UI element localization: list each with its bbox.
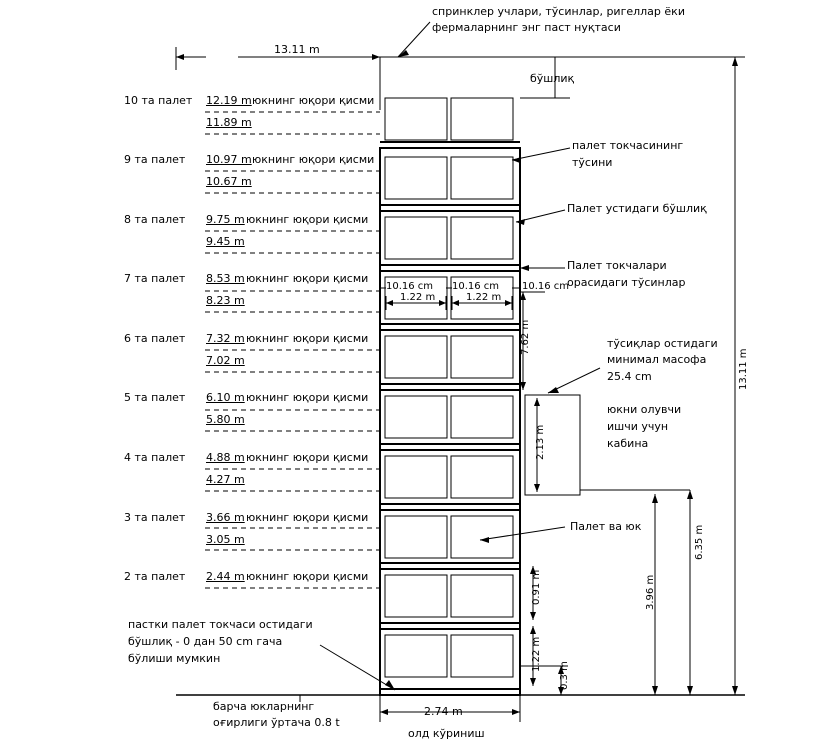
level-top-2: 2.44 m — [206, 570, 245, 583]
level-top-10: 12.19 m — [206, 94, 252, 107]
level-desc-10: юкнинг юқори қисми — [252, 94, 375, 107]
level-name-4: 4 та палет — [124, 451, 186, 464]
callout-cab-line2: ишчи учун — [607, 420, 669, 433]
level-desc-5: юкнинг юқори қисми — [246, 391, 369, 404]
top-width-dim: 13.11 m — [274, 43, 320, 56]
total-height-dim: 13.11 m — [738, 348, 749, 390]
pallet-right-width-dim: 1.22 m — [466, 292, 502, 303]
level-name-3: 3 та палет — [124, 511, 186, 524]
level-desc-3: юкнинг юқори қисми — [246, 511, 369, 524]
level-top-4: 4.88 m — [206, 451, 245, 464]
level-name-10: 10 та палет — [124, 94, 193, 107]
bottom-note-line1: пастки палет токчаси остидаги — [128, 618, 313, 631]
level-name-7: 7 та палет — [124, 272, 186, 285]
level-height-122: 1.22 m — [531, 636, 542, 672]
level-top-3: 3.66 m — [206, 511, 245, 524]
level-bottom-10: 11.89 m — [206, 116, 252, 129]
level-desc-8: юкнинг юқори қисми — [246, 213, 369, 226]
callout-cab-line3: кабина — [607, 437, 649, 450]
callout-cab-line1: юкни олувчи — [607, 403, 682, 416]
callout-pallet-and-load: Палет ва юк — [570, 520, 642, 533]
mid-height-dim: 3.96 m — [645, 574, 656, 610]
level-desc-9: юкнинг юқори қисми — [252, 153, 375, 166]
weight-note-line2: оғирлиги ўртача 0.8 t — [213, 716, 340, 729]
level-desc-2: юкнинг юқори қисми — [246, 570, 369, 583]
level-top-6: 7.32 m — [206, 332, 245, 345]
overhang-right-dim: 10.16 cm — [522, 281, 570, 292]
level-bottom-3: 3.05 m — [206, 533, 245, 546]
level-bottom-7: 8.23 m — [206, 294, 245, 307]
level-top-8: 9.75 m — [206, 213, 245, 226]
bottom-note-line3: бўлиши мумкин — [128, 652, 221, 665]
callout-mindist-line1: тўсиқлар остидаги — [607, 337, 718, 350]
callout-clearance-above: Палет устидаги бўшлиқ — [567, 202, 707, 215]
level-bottom-8: 9.45 m — [206, 235, 245, 248]
overhang-mid-dim: 10.16 cm — [452, 281, 500, 292]
level-desc-6: юкнинг юқори қисми — [246, 332, 369, 345]
level-bottom-4: 4.27 m — [206, 473, 245, 486]
callout-between-line2: орасидаги тўсинлар — [567, 276, 686, 289]
overhang-left-dim: 10.16 cm — [386, 281, 434, 292]
callout-mindist-value: 25.4 cm — [607, 370, 652, 383]
base-height-dim: 0.3 m — [559, 661, 570, 690]
level-bottom-9: 10.67 m — [206, 175, 252, 188]
level-desc-7: юкнинг юқори қисми — [246, 272, 369, 285]
level-top-9: 10.97 m — [206, 153, 252, 166]
pallet-left-width-dim: 1.22 m — [400, 292, 436, 303]
level-bottom-6: 7.02 m — [206, 354, 245, 367]
bay-height-dim: 7.62 m — [520, 319, 531, 355]
level-name-2: 2 та палет — [124, 570, 186, 583]
level-top-7: 8.53 m — [206, 272, 245, 285]
bottom-width-dim: 2.74 m — [424, 705, 463, 718]
top-note-line2: фермаларнинг энг паст нуқтаси — [432, 21, 621, 34]
cab-height-dim: 2.13 m — [535, 424, 546, 460]
top-note-line1: спринклер учлари, тўсинлар, ригеллар ёки — [432, 5, 685, 18]
level-bottom-5: 5.80 m — [206, 413, 245, 426]
gap-label: бўшлиқ — [530, 72, 575, 85]
level-name-6: 6 та палет — [124, 332, 186, 345]
level-name-9: 9 та палет — [124, 153, 186, 166]
level-name-8: 8 та палет — [124, 213, 186, 226]
weight-note-line1: барча юкларнинг — [213, 700, 315, 713]
level-top-5: 6.10 m — [206, 391, 245, 404]
level-height-091: 0.91 m — [531, 569, 542, 605]
level-desc-4: юкнинг юқори қисми — [246, 451, 369, 464]
callout-beam-line2: тўсини — [572, 156, 613, 169]
level-name-5: 5 та палет — [124, 391, 186, 404]
callout-between-line1: Палет токчалари — [567, 259, 667, 272]
lift-height-dim: 6.35 m — [694, 524, 705, 560]
front-view-label: олд кўриниш — [408, 727, 485, 740]
callout-beam-line1: палет токчасининг — [572, 139, 684, 152]
callout-mindist-line2: минимал масофа — [607, 353, 707, 366]
bottom-note-line2: бўшлиқ - 0 дан 50 cm гача — [128, 635, 283, 648]
